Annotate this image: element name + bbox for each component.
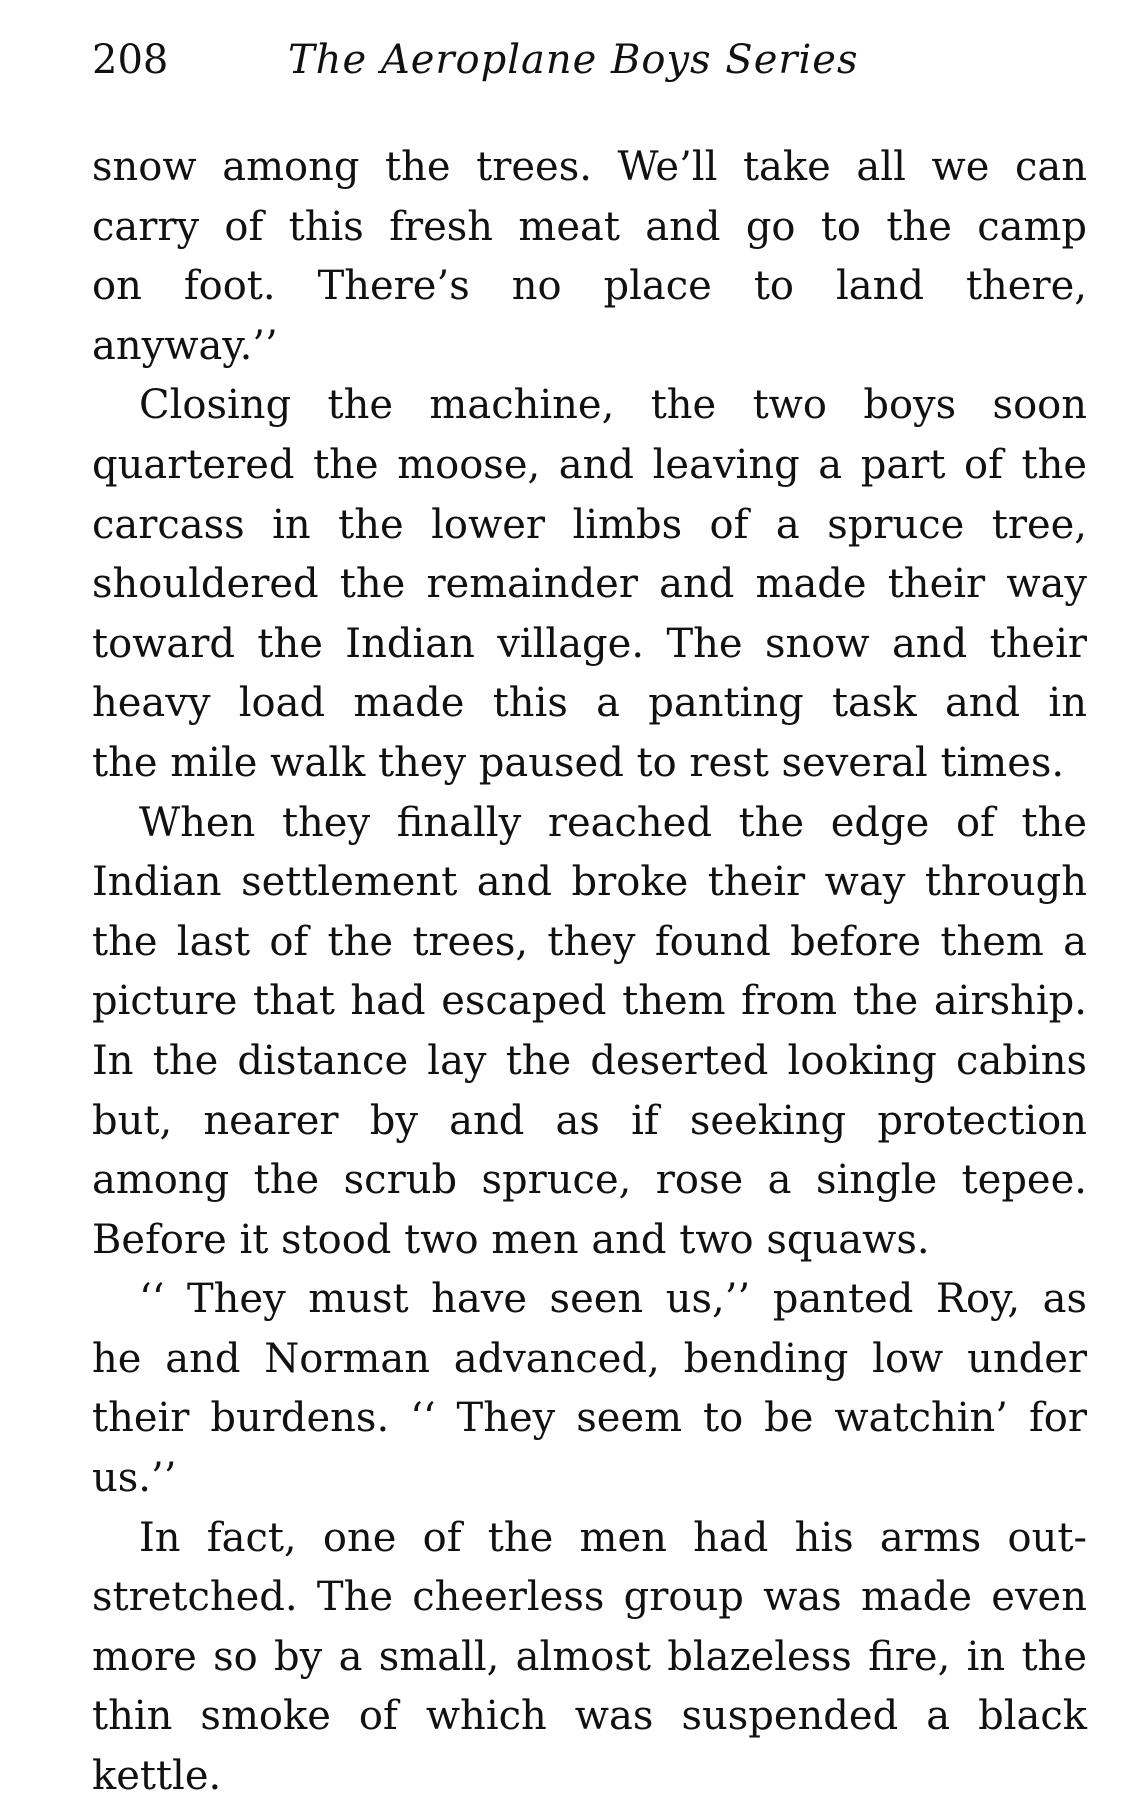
text-line: picture that had escaped them from the airship. — [92, 978, 1087, 1025]
text-line: he and Norman advanced, bending low under — [92, 1335, 1087, 1382]
text-line: toward the Indian village. The snow and their — [92, 620, 1087, 667]
text-line: shouldered the remainder and made their way — [92, 561, 1087, 608]
text-line: stretched. The cheerless group was made even — [92, 1574, 1087, 1621]
page-header — [92, 30, 1092, 90]
text-line: the last of the trees, they found before them a — [92, 918, 1087, 965]
text-line: kettle. — [92, 1753, 222, 1800]
text-line: In fact, one of the men had his arms out- — [139, 1514, 1087, 1561]
text-line: heavy load made this a panting task and in — [92, 680, 1087, 727]
text-line: When they finally reached the edge of the — [139, 799, 1087, 846]
text-line: more so by a small, almost blazeless fire, in the — [92, 1633, 1087, 1680]
text-line: quartered the moose, and leaving a part of the — [92, 441, 1087, 488]
text-line: but, nearer by and as if seeking protection — [92, 1097, 1087, 1144]
text-line: their burdens. ‘‘ They seem to be watchin’ for — [92, 1395, 1087, 1442]
page-number: 208 — [92, 37, 169, 83]
text-line: carcass in the lower limbs of a spruce tree, — [92, 501, 1087, 548]
text-line: among the scrub spruce, rose a single tepee. — [92, 1157, 1087, 1204]
text-line: us.’’ — [92, 1455, 177, 1502]
text-line: In the distance lay the deserted looking cabins — [92, 1037, 1087, 1084]
text-line: Before it stood two men and two squaws. — [92, 1216, 930, 1263]
body-text — [92, 138, 1087, 1807]
text-line: Indian settlement and broke their way through — [92, 859, 1087, 906]
text-line: anyway.’’ — [92, 322, 278, 369]
text-line: on foot. There’s no place to land there, — [92, 263, 1087, 310]
text-line: Closing the machine, the two boys soon — [139, 382, 1087, 429]
text-line: snow among the trees. We’ll take all we can — [92, 144, 1087, 190]
running-title: The Aeroplane Boys Series — [288, 37, 859, 83]
text-line: the mile walk they paused to rest several times. — [92, 739, 1065, 786]
text-line: thin smoke of which was suspended a black — [92, 1693, 1087, 1740]
text-line: ‘‘ They must have seen us,’’ panted Roy, as — [139, 1276, 1087, 1323]
text-line: carry of this fresh meat and go to the camp — [92, 203, 1087, 250]
